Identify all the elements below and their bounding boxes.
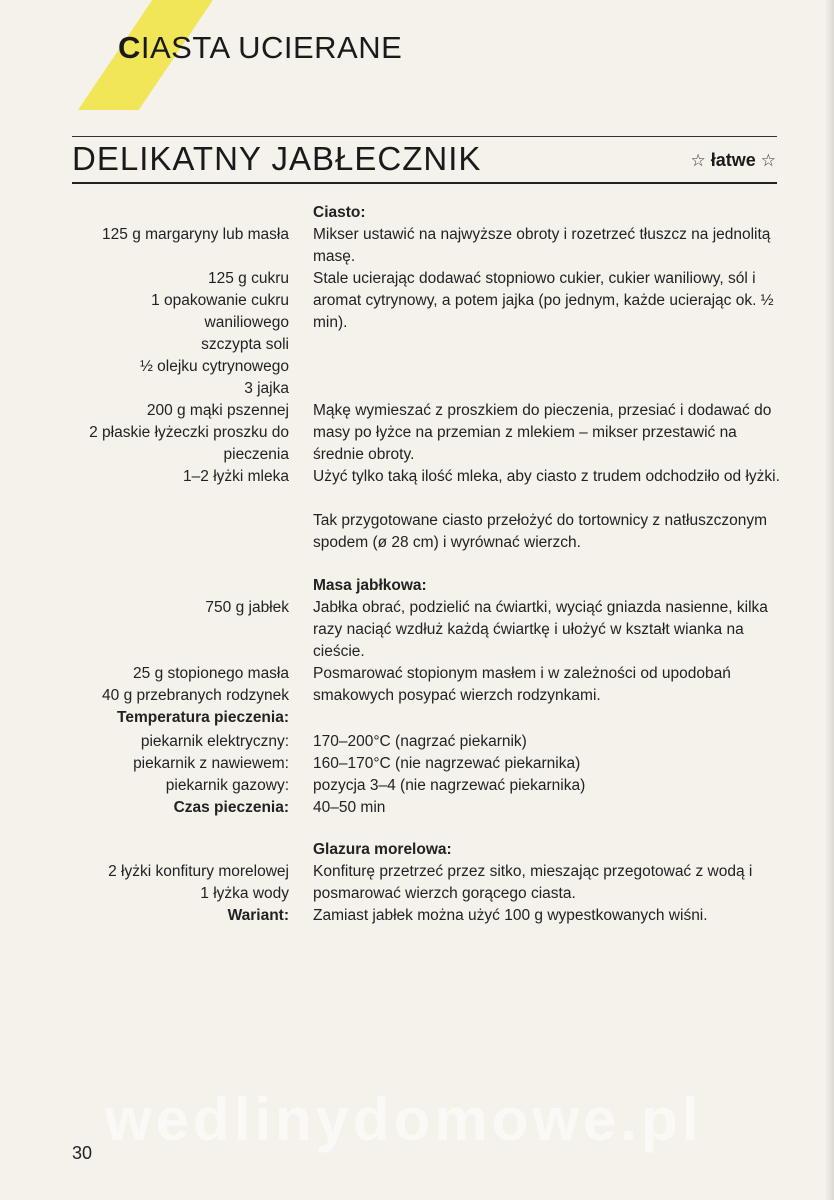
ingredient-line: szczypta soli <box>201 336 289 353</box>
baking-time-label: Czas pieczenia: <box>173 799 289 816</box>
star-icon: ☆ <box>690 151 706 170</box>
instruction-paragraph: Użyć tylko taką ilość mleka, aby ciasto z trudem odchodziło od łyżki. <box>313 468 780 485</box>
section-heading-glazura: Glazura morelowa: <box>313 841 452 858</box>
temperature-value: pozycja 3–4 (nie nagrzewać piekarnika) <box>313 777 586 794</box>
recipe-title: DELIKATNY JABŁECZNIK <box>72 140 482 177</box>
ingredient-line: 1 łyżka wody <box>200 885 289 902</box>
ingredient-line: 3 jajka <box>244 380 289 397</box>
ingredient-line: 1 opakowanie cukru <box>151 292 289 309</box>
ingredient-line: 2 płaskie łyżeczki proszku do <box>89 424 289 441</box>
star-icon: ☆ <box>760 151 776 170</box>
instruction-paragraph: Stale ucierając dodawać stopniowo cukier, cukier waniliowy, sól i aromat cytrynowy, a potem jajka (po jednym, każde ucierając ok. ½ min). <box>313 270 774 331</box>
section-heading-masa: Masa jabłkowa: <box>313 577 427 594</box>
ingredient-line: 40 g przebranych rodzynek <box>102 687 289 704</box>
ingredient-line: 1–2 łyżki mleka <box>183 468 289 485</box>
page-number: 30 <box>72 1143 93 1163</box>
instruction-paragraph: Mąkę wymieszać z proszkiem do pieczenia, przesiać i dodawać do masy po łyżce na przemian z mlekiem – mikser przestawić na średnie obroty. <box>313 402 772 463</box>
difficulty-badge <box>690 150 776 171</box>
ingredient-line: 200 g mąki pszennej <box>146 402 289 419</box>
ingredient-line: 2 łyżki konfitury morelowej <box>108 863 289 880</box>
ingredient-line: 25 g stopionego masła <box>133 665 289 682</box>
page-edge-shadow <box>824 0 834 1200</box>
instruction-paragraph: Konfiturę przetrzeć przez sitko, mieszając przegotować z wodą i posmarować wierzch gorącego ciasta. <box>313 863 753 902</box>
ingredient-line: 125 g margaryny lub masła <box>102 226 289 243</box>
instruction-paragraph: Jabłka obrać, podzielić na ćwiartki, wyciąć gniazda nasienne, kilka razy naciąć wzdłuż każdą ćwiartkę i ułożyć w kształt wianka na cieście. <box>313 599 768 660</box>
instruction-paragraph: Tak przygotowane ciasto przełożyć do tortownicy z natłuszczonym spodem (ø 28 cm) i wyrównać wierzch. <box>313 512 768 551</box>
section-title: CIASTA UCIERANE <box>118 30 403 65</box>
difficulty-label: łatwe <box>710 150 756 170</box>
variant-label: Wariant: <box>227 907 289 924</box>
oven-type-label: piekarnik elektryczny: <box>140 733 289 750</box>
ingredient-line: waniliowego <box>204 314 289 331</box>
oven-type-label: piekarnik z nawiewem: <box>133 755 289 772</box>
ingredient-line: 125 g cukru <box>208 270 289 287</box>
temperature-value: 170–200°C (nagrzać piekarnik) <box>313 733 527 750</box>
temperature-value: 160–170°C (nie nagrzewać piekarnika) <box>313 755 581 772</box>
top-rule <box>72 136 777 137</box>
oven-type-label: piekarnik gazowy: <box>165 777 289 794</box>
instruction-paragraph: Posmarować stopionym masłem i w zależności od upodobań smakowych posypać wierzch rodzynkami. <box>313 665 731 704</box>
baking-temperature-label: Temperatura pieczenia: <box>117 709 289 726</box>
instruction-paragraph: Mikser ustawić na najwyższe obroty i rozetrzeć tłuszcz na jednolitą masę. <box>313 226 771 265</box>
baking-time-value: 40–50 min <box>313 799 386 816</box>
ingredient-line: pieczenia <box>223 446 289 463</box>
watermark: wedlinydomowe.pl <box>105 1086 703 1153</box>
variant-text: Zamiast jabłek można użyć 100 g wypestkowanych wiśni. <box>313 907 708 924</box>
section-heading-ciasto: Ciasto: <box>313 204 366 221</box>
title-underline <box>72 182 777 184</box>
ingredient-line: ½ olejku cytrynowego <box>139 358 289 375</box>
ingredient-line: 750 g jabłek <box>205 599 289 616</box>
